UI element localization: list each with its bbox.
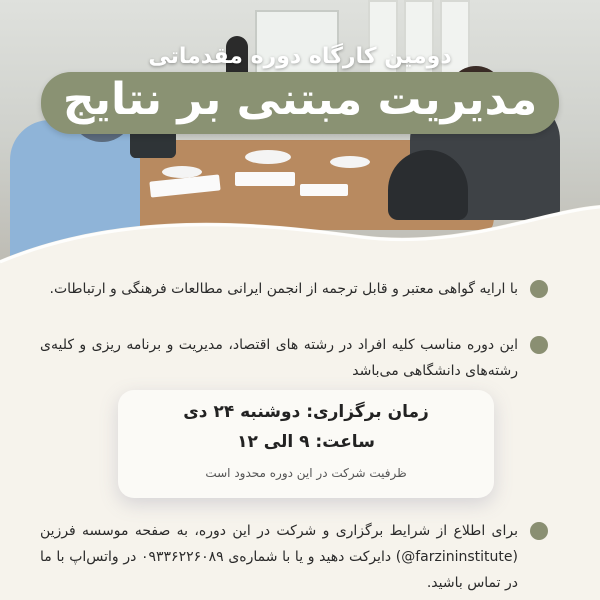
paper	[235, 172, 295, 186]
list-item	[40, 332, 548, 384]
plate	[245, 150, 291, 164]
workshop-subtitle: دومین کارگاه دوره مقدماتی	[148, 44, 452, 69]
bullet-text: این دوره مناسب کلیه افراد در رشته های اقتصاد، مدیریت و برنامه ریزی و کلیه‌ی رشته‌های دانشگاهی می‌باشد	[40, 337, 518, 379]
capacity-note: ظرفیت شرکت در این دوره محدود است	[205, 466, 407, 480]
list-item	[40, 518, 548, 596]
bullet-icon	[530, 522, 548, 540]
plate	[330, 156, 370, 168]
schedule-date: زمان برگزاری: دوشنبه ۲۴ دی	[183, 402, 429, 422]
title-wrapper	[0, 72, 600, 134]
bullet-text: برای اطلاع از شرایط برگزاری و شرکت در این دوره، به صفحه موسسه فرزین (farzininstitute@) دایرکت دهید و یا با شماره‌ی ۰۹۳۳۶۲۲۶۰۸۹ در واتس‌اپ با ما در تماس باشید.	[40, 523, 518, 591]
schedule-card	[118, 390, 494, 498]
bullet-text: با ارایه گواهی معتبر و قابل ترجمه از انجمن ایرانی مطالعات فرهنگی و ارتباطات.	[49, 281, 518, 297]
list-item	[40, 276, 548, 302]
plate	[162, 166, 202, 178]
bullet-icon	[530, 336, 548, 354]
schedule-time: ساعت: ۹ الی ۱۲	[237, 432, 375, 452]
bullet-icon	[530, 280, 548, 298]
workshop-title: مدیریت مبتنی بر نتایج	[41, 72, 559, 134]
